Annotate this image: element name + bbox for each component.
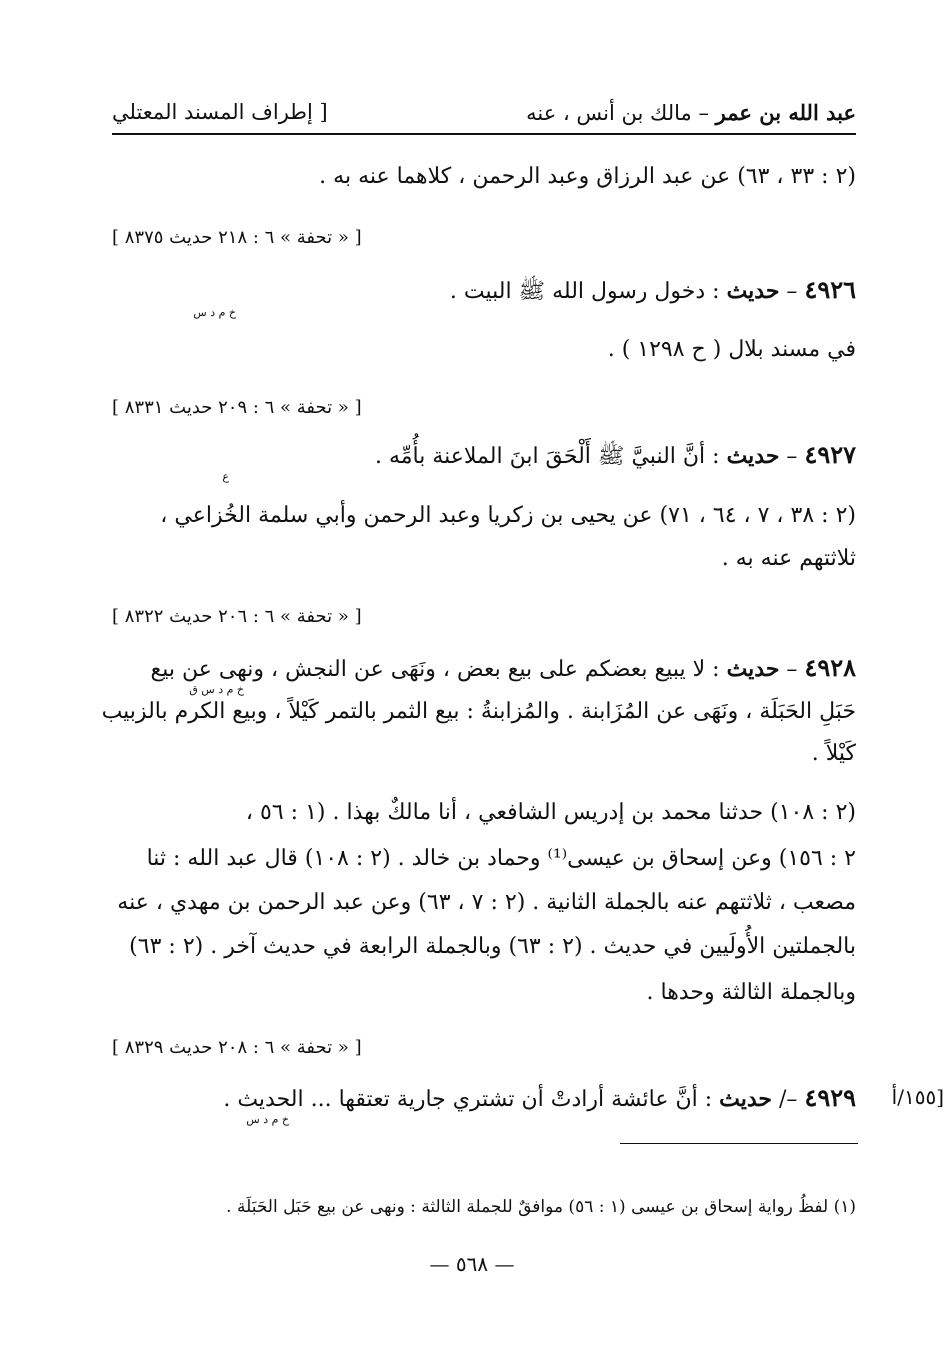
hadith-keyword: حديث bbox=[719, 1086, 773, 1112]
text-line: كَيْلاً . bbox=[811, 741, 856, 766]
header-subtitle: – مالك بن أنس ، عنه bbox=[526, 101, 716, 125]
source-sigla: خ م د س ق bbox=[189, 683, 244, 696]
hadith-keyword: حديث bbox=[726, 656, 780, 682]
margin-folio-note: ١٥٥/أ] bbox=[891, 1085, 944, 1109]
footnote: (١) لفظُ رواية إسحاق بن عيسى (١ : ٥٦) موافقٌ للجملة الثالثة : ونهى عن بيع حَبَل الحَبَلَة . bbox=[226, 1197, 856, 1217]
hadith-number: ٤٩٢٦ bbox=[804, 275, 856, 304]
hadith-4927 bbox=[112, 441, 856, 470]
dash: – bbox=[779, 657, 805, 682]
source-sigla: خ م د س bbox=[193, 306, 236, 319]
source-sigla: ع bbox=[222, 470, 229, 483]
tuhfa-reference: [ « تحفة » ٦ : ٢٠٦ حديث ٨٣٢٢ ] bbox=[112, 606, 362, 627]
running-header-book: [ إطراف المسند المعتلي bbox=[112, 100, 328, 124]
text-line: وبالجملة الثالثة وحدها . bbox=[646, 980, 856, 1005]
hadith-text: : أنَّ عائشة أرادتْ أن تشتري جارية تعتقها ... الحديث . bbox=[223, 1087, 720, 1112]
hadith-keyword: حديث bbox=[726, 443, 780, 469]
text-line: ٢ : ١٥٦) وعن إسحاق بن عيسى⁽¹⁾ وحماد بن خالد . (٢ : ١٠٨) قال عبد الله : ثنا bbox=[146, 846, 856, 871]
dash: – bbox=[779, 444, 805, 469]
hadith-text: : لا يبيع بعضكم على بيع بعض ، ونَهَى عن النجش ، ونهى عن بيع bbox=[150, 657, 727, 682]
footnote-rule bbox=[620, 1143, 858, 1144]
dash: – bbox=[779, 279, 805, 304]
hadith-4926 bbox=[112, 276, 856, 305]
hadith-4929 bbox=[112, 1084, 856, 1113]
dash: –/ bbox=[772, 1087, 805, 1112]
source-sigla: خ م د س bbox=[246, 1113, 289, 1126]
hadith-text: : أنَّ النبيَّ ﷺ أَلْحَقَ ابنَ الملاعنة بأُمِّه . bbox=[374, 444, 727, 469]
text-line: (٢ : ١٠٨) حدثنا محمد بن إدريس الشافعي ، أنا مالكٌ بهذا . (١ : ٥٦ ، bbox=[245, 800, 856, 825]
text-line: ثلاثتهم عنه به . bbox=[721, 546, 856, 571]
header-rule bbox=[112, 133, 856, 135]
text-line: مصعب ، ثلاثتهم عنه بالجملة الثانية . (٢ : ٧ ، ٦٣) وعن عبد الرحمن بن مهدي ، عنه bbox=[117, 890, 856, 915]
text-line: (٢ : ٣٨ ، ٧ ، ٦٤ ، ٧١) عن يحيى بن زكريا وعبد الرحمن وأبي سلمة الخُزاعي ، bbox=[160, 503, 856, 528]
tuhfa-reference: [ « تحفة » ٦ : ٢١٨ حديث ٨٣٧٥ ] bbox=[112, 227, 362, 248]
header-bold-name: عبد الله بن عمر bbox=[715, 100, 856, 125]
tuhfa-reference: [ « تحفة » ٦ : ٢٠٨ حديث ٨٣٢٩ ] bbox=[112, 1037, 362, 1058]
text-line: في مسند بلال ( ح ١٢٩٨ ) . bbox=[607, 337, 856, 362]
hadith-4928 bbox=[112, 654, 856, 683]
hadith-number: ٤٩٢٩ bbox=[804, 1083, 856, 1112]
text-line: حَبَلِ الحَبَلَة ، ونَهَى عن المُزَابنة . والمُزابنةُ : بيع الثمر بالتمر كَيْلاً ، وبيع الكرم بالزبيب bbox=[101, 699, 856, 724]
text-line: (٢ : ٣٣ ، ٦٣) عن عبد الرزاق وعبد الرحمن ، كلاهما عنه به . bbox=[319, 164, 856, 189]
hadith-text: : دخول رسول الله ﷺ البيت . bbox=[449, 279, 727, 304]
running-header-title bbox=[526, 100, 856, 125]
hadith-number: ٤٩٢٨ bbox=[804, 653, 856, 682]
tuhfa-reference: [ « تحفة » ٦ : ٢٠٩ حديث ٨٣٣١ ] bbox=[112, 397, 362, 418]
hadith-number: ٤٩٢٧ bbox=[804, 440, 856, 469]
page-number: — ٥٦٨ — bbox=[429, 1252, 515, 1276]
hadith-keyword: حديث bbox=[726, 278, 780, 304]
text-line: بالجملتين الأُولَيين في حديث . (٢ : ٦٣) وبالجملة الرابعة في حديث آخر . (٢ : ٦٣) bbox=[129, 934, 856, 959]
